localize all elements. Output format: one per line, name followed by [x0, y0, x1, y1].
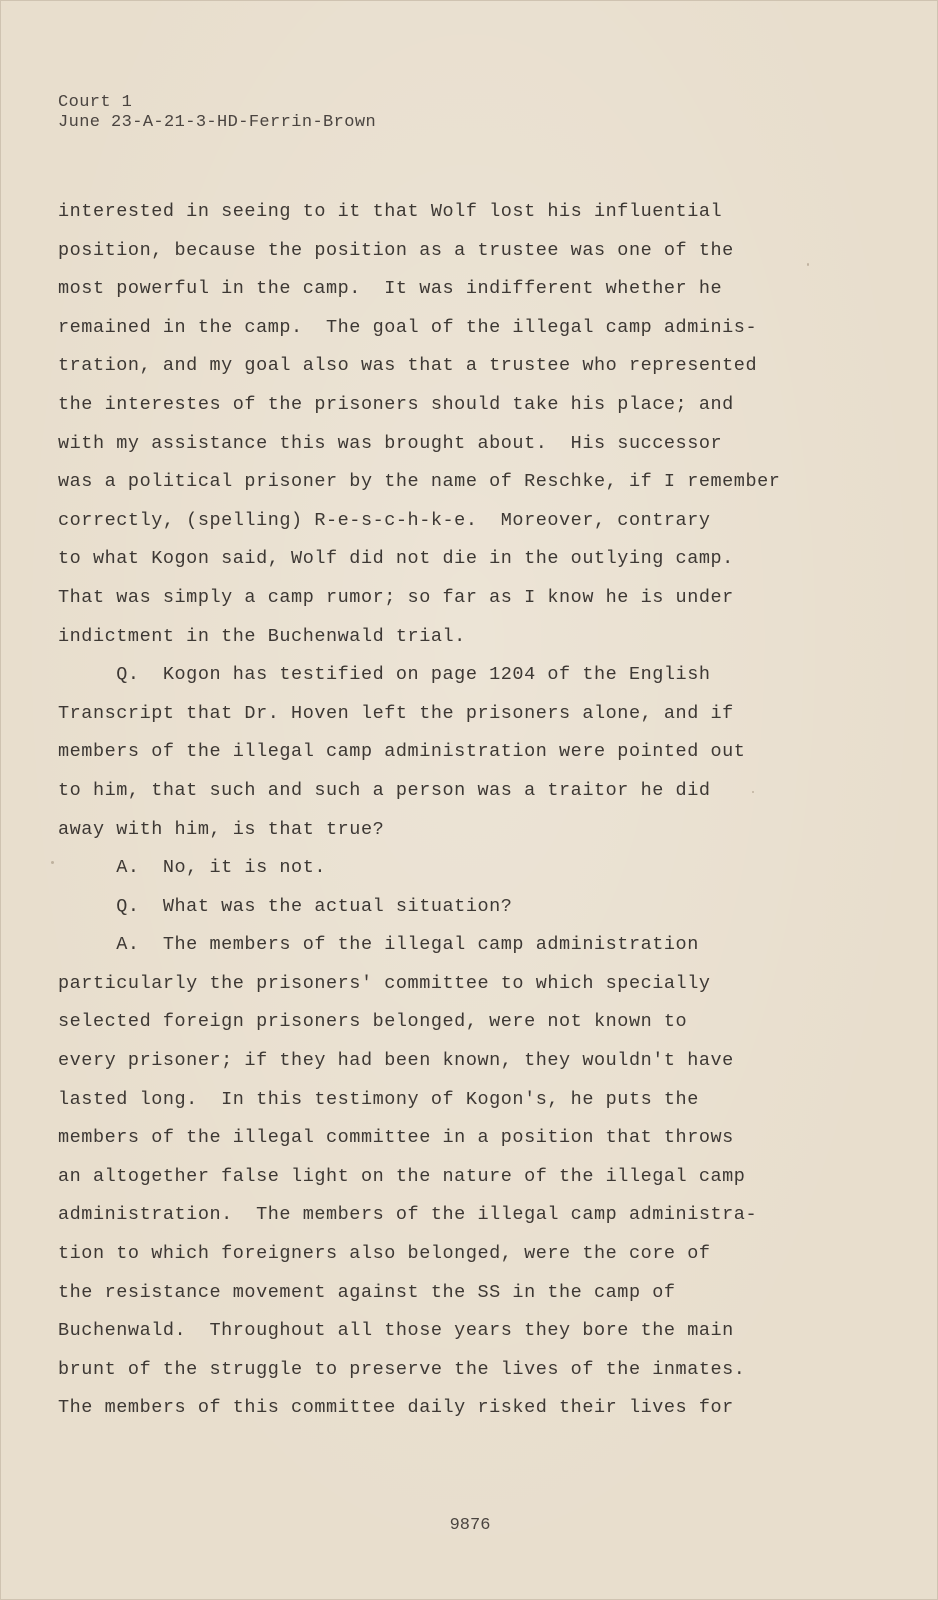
text-line: remained in the camp. The goal of the illegal camp adminis- [58, 316, 758, 338]
text-line: the resistance movement against the SS in the camp of [58, 1281, 676, 1303]
text-line: every prisoner; if they had been known, they wouldn't have [58, 1050, 734, 1072]
paper-speck [51, 861, 54, 864]
text-line: Transcript that Dr. Hoven left the prisoners alone, and if [58, 702, 734, 724]
answer-line: A. The members of the illegal camp administration [58, 934, 699, 956]
text-line: tion to which foreigners also belonged, were the core of [58, 1243, 711, 1265]
paper-speck [807, 263, 809, 266]
text-line: tration, and my goal also was that a trustee who represented [58, 355, 758, 377]
document-header [58, 93, 376, 133]
answer-line: A. No, it is not. [58, 857, 326, 879]
text-line: to what Kogon said, Wolf did not die in the outlying camp. [58, 548, 734, 570]
page-number: 9876 [449, 1516, 491, 1535]
text-line: was a political prisoner by the name of Reschke, if I remember [58, 471, 781, 493]
question-line: Q. What was the actual situation? [58, 895, 513, 917]
text-line: members of the illegal committee in a position that throws [58, 1127, 734, 1149]
text-line: indictment in the Buchenwald trial. [58, 625, 466, 647]
text-line: lasted long. In this testimony of Kogon's, he puts the [58, 1088, 699, 1110]
text-line: interested in seeing to it that Wolf lost his influential [58, 201, 723, 222]
paper-speck [752, 791, 754, 793]
text-line: That was simply a camp rumor; so far as I know he is under [58, 586, 734, 608]
text-line: particularly the prisoners' committee to which specially [58, 972, 711, 994]
text-line: selected foreign prisoners belonged, were not known to [58, 1011, 688, 1033]
text-line: members of the illegal camp administration were pointed out [58, 741, 746, 763]
text-line: with my assistance this was brought about. His successor [58, 432, 723, 454]
text-line: The members of this committee daily risked their lives for [58, 1397, 734, 1419]
text-line: an altogether false light on the nature of the illegal camp [58, 1165, 746, 1187]
text-line: most powerful in the camp. It was indifferent whether he [58, 278, 723, 300]
text-line: the interestes of the prisoners should take his place; and [58, 393, 734, 415]
text-line: brunt of the struggle to preserve the lives of the inmates. [58, 1358, 746, 1380]
transcript-body [58, 193, 898, 1428]
header-court: Court 1 [58, 93, 133, 112]
text-line: Buchenwald. Throughout all those years they bore the main [58, 1320, 734, 1342]
text-line: to him, that such and such a person was a traitor he did [58, 779, 711, 801]
header-reference: June 23-A-21-3-HD-Ferrin-Brown [58, 113, 377, 132]
text-line: correctly, (spelling) R-e-s-c-h-k-e. Moreover, contrary [58, 509, 711, 531]
text-line: position, because the position as a trustee was one of the [58, 239, 734, 261]
question-line: Q. Kogon has testified on page 1204 of the English [58, 664, 711, 686]
text-line: administration. The members of the illegal camp administra- [58, 1204, 758, 1226]
text-line: away with him, is that true? [58, 818, 385, 840]
